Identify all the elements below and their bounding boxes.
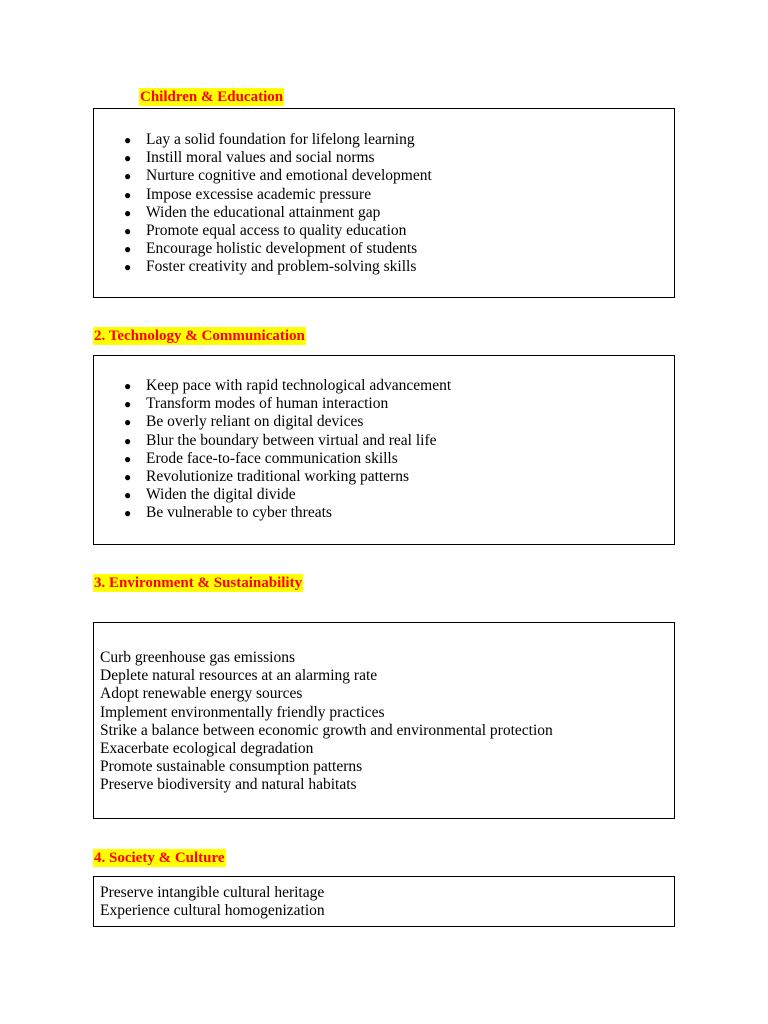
bullet-icon: ●: [124, 242, 132, 257]
section-box-children-education: [93, 108, 675, 298]
bullet-icon: ●: [124, 133, 132, 147]
bullet-icon: ●: [124, 433, 132, 448]
section-heading-environment-sustainability: 3. Environment & Sustainability: [94, 575, 303, 591]
bullet-icon: ●: [124, 415, 132, 430]
bullet-icon: ●: [124, 151, 132, 166]
list-item: Deplete natural resources at an alarming rate: [100, 667, 378, 685]
list-item: ● Lay a solid foundation for lifelong learning: [124, 131, 415, 148]
section-box-society-culture: [93, 876, 675, 927]
list-item: ● Impose excessise academic pressure: [124, 185, 372, 203]
list-item: Preserve intangible cultural heritage: [100, 884, 325, 901]
bullet-icon: ●: [124, 451, 132, 466]
list-item: ● Foster creativity and problem-solving skills: [124, 258, 417, 276]
list-item: Curb greenhouse gas emissions: [100, 649, 296, 666]
list-item: ● Encourage holistic development of students: [124, 240, 418, 258]
section-heading-technology-communication: 2. Technology & Communication: [94, 328, 305, 344]
plain-list: [94, 884, 674, 920]
list-item: Experience cultural homogenization: [100, 902, 325, 920]
list-item: Strike a balance between economic growth and environmental protection: [100, 721, 553, 739]
bullet-icon: ●: [124, 169, 132, 184]
bullet-icon: ●: [124, 488, 132, 503]
list-item: ● Promote equal access to quality education: [124, 222, 407, 240]
list-item: ● Be overly reliant on digital devices: [124, 413, 364, 431]
section-box-technology-communication: [93, 355, 675, 545]
plain-list: [94, 649, 674, 795]
list-item: ● Erode face-to-face communication skills: [124, 449, 398, 467]
list-item: ● Be vulnerable to cyber threats: [124, 504, 332, 522]
list-item: ● Nurture cognitive and emotional development: [124, 167, 432, 185]
list-item: Preserve biodiversity and natural habitats: [100, 776, 357, 794]
bullet-list: [94, 377, 674, 523]
bullet-icon: ●: [124, 205, 132, 220]
list-item: ● Widen the educational attainment gap: [124, 203, 381, 221]
section-box-environment-sustainability: [93, 622, 675, 819]
bullet-list: [94, 131, 674, 277]
bullet-icon: ●: [124, 187, 132, 202]
bullet-icon: ●: [124, 470, 132, 485]
list-item: Adopt renewable energy sources: [100, 685, 303, 703]
list-item: ● Widen the digital divide: [124, 486, 296, 504]
bullet-icon: ●: [124, 397, 132, 412]
bullet-icon: ●: [124, 379, 132, 393]
section-heading-society-culture: 4. Society & Culture: [94, 850, 225, 866]
list-item: Exacerbate ecological degradation: [100, 740, 314, 758]
list-item: ● Keep pace with rapid technological advancement: [124, 377, 452, 394]
bullet-icon: ●: [124, 224, 132, 239]
list-item: ● Revolutionize traditional working patterns: [124, 468, 410, 486]
list-item: Implement environmentally friendly practices: [100, 703, 385, 721]
list-item: ● Transform modes of human interaction: [124, 395, 389, 413]
list-item: ● Instill moral values and social norms: [124, 149, 375, 167]
list-item: Promote sustainable consumption patterns: [100, 758, 363, 776]
bullet-icon: ●: [124, 260, 132, 275]
section-heading-children-education: Children & Education: [140, 89, 284, 105]
list-item: ● Blur the boundary between virtual and real life: [124, 431, 437, 449]
bullet-icon: ●: [124, 506, 132, 521]
